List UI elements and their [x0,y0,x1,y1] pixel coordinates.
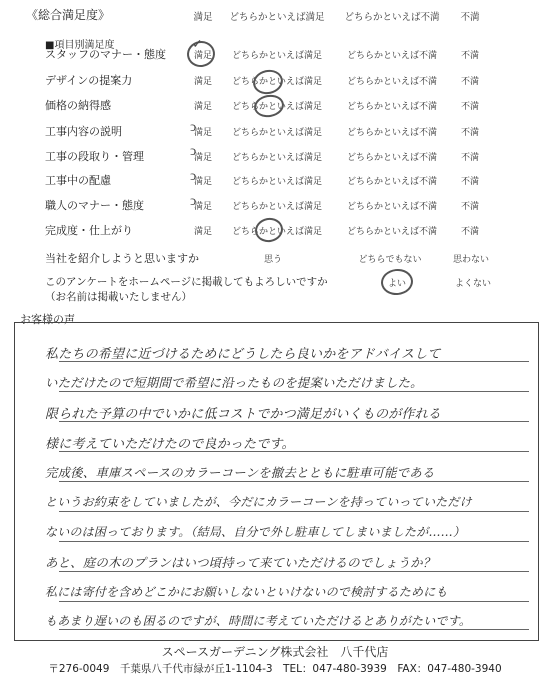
option-dissatisfied[interactable]: 不満 [460,77,479,87]
ruled-line [59,481,529,482]
check-mark: ↄ [190,119,197,135]
handwritten-line: 私には寄付を含めどこかにお願いしないといけないので検討するためにも [45,585,448,599]
publish-question: このアンケートをホームページに掲載してもよろしいですか [45,276,328,288]
option-somewhat-satisfied[interactable]: どちらかといえば満足 [231,77,322,87]
handwritten-line: ないのは困っております。（結局、自分で外し駐車してしまいましたが……） [45,525,466,539]
ruled-line [59,391,529,392]
option-somewhat-dissatisfied[interactable]: どちらかといえば不満 [346,77,437,87]
handwritten-line: 私たちの希望に近づけるためにどうしたら良いかをアドバイスして [45,347,441,362]
option-somewhat-dissatisfied[interactable]: どちらかといえば不満 [346,51,437,61]
item-label: 工事中の配慮 [45,174,111,187]
option-dissatisfied[interactable]: 不満 [460,102,479,112]
option-somewhat-dissatisfied[interactable]: どちらかといえば不満 [346,177,437,187]
overall-option-somewhat-dissatisfied: どちらかといえば不満 [344,12,440,23]
publish-option-no[interactable]: よくない [454,279,491,289]
footer-company: スペースガーデニング株式会社 八千代店 [161,645,389,659]
ruled-line [59,511,529,512]
option-dissatisfied[interactable]: 不満 [460,128,479,138]
overall-option-somewhat-satisfied: どちらかといえば満足 [229,12,325,23]
option-somewhat-satisfied[interactable]: どちらかといえば満足 [231,128,322,138]
option-satisfied[interactable]: 満足 [193,177,212,187]
option-dissatisfied[interactable]: 不満 [460,177,479,187]
check-mark: ✓ [193,36,202,52]
publish-option-yes[interactable]: よい [387,279,406,289]
overall-option-satisfied: 満足 [193,12,213,23]
overall-title: 《総合満足度》 [26,8,111,22]
option-satisfied[interactable]: 満足 [193,77,212,87]
option-satisfied[interactable]: 満足 [193,128,212,138]
handwritten-line: あと、庭の木のプランはいつ頃持って来ていただけるのでしょうか？ [45,555,436,570]
check-mark: ↄ [190,193,197,209]
option-satisfied[interactable]: 満足 [193,153,212,163]
option-dissatisfied[interactable]: 不満 [460,51,479,61]
handwritten-line: 様に考えていただけたので良かったです。 [45,437,295,452]
option-dissatisfied[interactable]: 不満 [460,227,479,237]
handwritten-line: というお約束をしていましたが、今だにカラーコーンを持っていっていただけ [45,495,472,509]
option-dissatisfied[interactable]: 不満 [460,202,479,212]
handwritten-line: いただけたので短期間で希望に沿ったものを提案いただけました。 [45,375,423,390]
item-label: 職人のマナー・態度 [45,199,144,212]
option-somewhat-satisfied[interactable]: どちらかといえば満足 [231,102,322,112]
item-label: 工事内容の説明 [45,125,122,138]
option-somewhat-satisfied[interactable]: どちらかといえば満足 [231,227,322,237]
referral-option-no[interactable]: 思わない [452,255,489,265]
item-label: 価格の納得感 [45,99,111,112]
option-satisfied[interactable]: 満足 [193,102,212,112]
footer-address: 〒276-0049 千葉県八千代市緑が丘1-1104-3 TEL：047-480-3939 FAX：047-480-3940 [48,663,502,675]
referral-option-yes[interactable]: 思う [263,255,282,265]
check-mark: ↄ [190,168,197,184]
customer-voice-box [14,322,539,641]
option-somewhat-dissatisfied[interactable]: どちらかといえば不満 [346,202,437,212]
ruled-line [59,541,529,542]
customer-voice-heading: お客様の声 [20,313,75,326]
publish-question-note: （お名前は掲載いたしません） [45,291,192,303]
option-dissatisfied[interactable]: 不満 [460,153,479,163]
option-somewhat-satisfied[interactable]: どちらかといえば満足 [231,177,322,187]
option-satisfied[interactable]: 満足 [193,227,212,237]
option-somewhat-dissatisfied[interactable]: どちらかといえば不満 [346,128,437,138]
handwritten-line: 完成後、車庫スペースのカラーコーンを撤去とともに駐車可能である [45,465,435,480]
referral-option-neutral[interactable]: どちらでもない [358,255,422,265]
option-somewhat-satisfied[interactable]: どちらかといえば満足 [231,202,322,212]
option-somewhat-dissatisfied[interactable]: どちらかといえば不満 [346,227,437,237]
handwritten-line: もあまり遅いのも困るのですが、時間に考えていただけるとありがたいです。 [45,614,472,628]
item-label: 工事の段取り・管理 [45,150,144,163]
referral-question: 当社を紹介しようと思いますか [45,252,199,265]
option-somewhat-dissatisfied[interactable]: どちらかといえば不満 [346,153,437,163]
option-somewhat-satisfied[interactable]: どちらかといえば満足 [231,51,322,61]
ruled-line [59,601,529,602]
section-title: ■項目別満足度 [45,40,115,51]
option-somewhat-satisfied[interactable]: どちらかといえば満足 [231,153,322,163]
overall-option-dissatisfied: 不満 [460,12,480,23]
option-satisfied[interactable]: 満足 [193,51,212,61]
item-label: 完成度・仕上がり [45,224,133,237]
item-label: スタッフのマナー・態度 [45,48,166,61]
ruled-line [59,571,529,572]
handwritten-line: 限られた予算の中でいかに低コストでかつ満足がいくものが作れる [45,407,442,422]
ruled-line [59,629,529,630]
check-mark: ↄ [190,143,197,159]
option-somewhat-dissatisfied[interactable]: どちらかといえば不満 [346,102,437,112]
option-satisfied[interactable]: 満足 [193,202,212,212]
item-label: デザインの提案力 [45,74,133,87]
